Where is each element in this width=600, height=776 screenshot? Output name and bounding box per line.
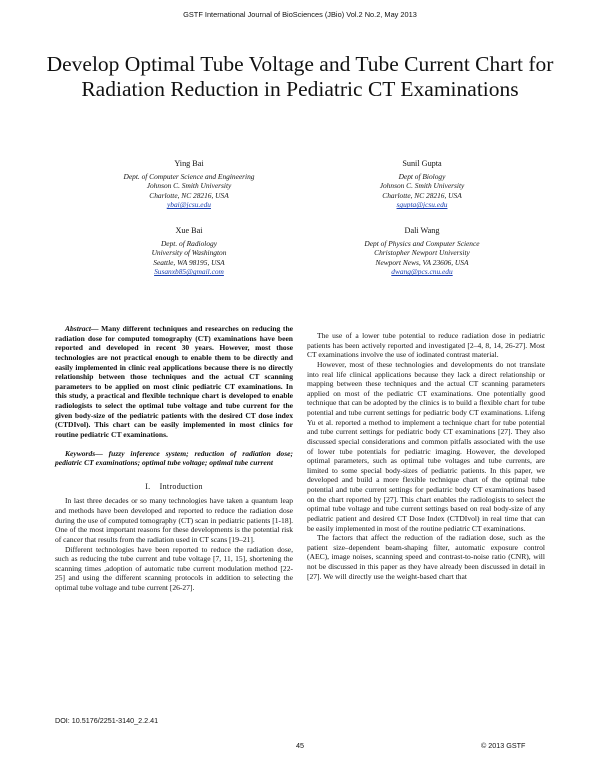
author-org: University of Washington — [151, 248, 227, 258]
left-column — [55, 324, 293, 593]
section-number: I. — [145, 481, 151, 491]
keywords-text: fuzzy inference system; reduction of radiation dose; pediatric CT examinations; optimal tube voltage; optimal tube current — [55, 448, 293, 468]
body-paragraph: The use of a lower tube potential to reduce radiation dose in pediatric patients has been actively reported and investigated [2–4, 8, 14, 26-27]. Most CT examinations involve the use of iodinated contrast material. — [307, 331, 545, 360]
author-city: Seattle, WA 98195, USA — [153, 257, 225, 267]
author-city: Newport News, VA 23606, USA — [375, 257, 469, 267]
author-email-link[interactable]: dwang@pcs.cnu.edu — [391, 267, 453, 277]
keywords — [55, 449, 293, 468]
author-org: Christopher Newport University — [374, 248, 470, 258]
author-dept: Dept of Biology — [398, 171, 446, 181]
author-dept: Dept. of Computer Science and Engineering — [123, 171, 255, 181]
author-block — [302, 159, 542, 210]
author-name: Ying Bai — [174, 159, 204, 168]
section-title: Introduction — [159, 481, 203, 491]
author-email-link[interactable]: Susanxb85@gmail.com — [154, 267, 224, 277]
author-city: Charlotte, NC 28216, USA — [382, 190, 462, 200]
author-org: Johnson C. Smith University — [379, 181, 465, 191]
right-column — [307, 331, 545, 581]
author-block — [69, 159, 309, 210]
body-paragraph: However, most of these technologies and developments do not translate into real life clinical applications because they lack a direct relationship or mapping between these techniques and the actual CT scanning parameters applied on most of the pediatric CT examinations. One potentially good technique that can be adopted by the clinics is to build a flexible chart for tube potential and tube current settings for pediatric body CT examinations. Lifeng Yu et al. reported a method to implement a technique chart for tube potential and tube current settings for pediatric body CT examinations [27]. They also discussed special considerations and common pitfalls associated with the use of lower tube potentials for pediatric imaging. However, the developed optimal parameters, such as optimal tube voltages and tube currents, are limited to some special body-sizes of pediatric patients. In this paper, we developed and build a more flexible technique chart of the optimal tube potential and tube current settings for pediatric body CT examinations based on the chart reported by [27]. This chart enables the radiologists to select the optimal tube voltage and tube current settings based on real body-size of any pediatric patient and desired CT Dose Index (CTDIvol) in real time that can be easily implemented in most of the routine pediatric CT examinations. — [307, 359, 545, 533]
author-block — [69, 226, 309, 277]
body-paragraph: The factors that affect the reduction of the radiation dose, such as the patient size–dependent beam-shaping filter, automatic exposure control (AEC), image noises, scanning speed and contrast-to-noise ratio (CNR), will not be discussed in this paper as they have already been discussed in detail in [27]. We will directly use the weight-based chart that — [307, 533, 545, 581]
paper-title: Develop Optimal Tube Voltage and Tube Current Chart for Radiation Reduction in Pediatric CT Examinations — [46, 52, 554, 101]
copyright: © 2013 GSTF — [481, 741, 526, 750]
author-dept: Dept. of Radiology — [160, 238, 218, 248]
author-block — [302, 226, 542, 277]
journal-header: GSTF International Journal of BioSciences (JBio) Vol.2 No.2, May 2013 — [183, 10, 417, 19]
author-city: Charlotte, NC 28216, USA — [149, 190, 229, 200]
intro-paragraph: In last three decades or so many technologies have taken a quantum leap and methods have been developed and reported to reduce the radiation dose during the use of computed tomography (CT) scan in pediatric patients [1-18]. One of the most important reasons for these developments is the potential risk of cancer that results from the radiation used in CT scans [19–21]. — [55, 496, 293, 544]
section-heading — [55, 482, 293, 492]
author-dept: Dept of Physics and Computer Science — [364, 238, 480, 248]
author-org: Johnson C. Smith University — [146, 181, 232, 191]
abstract — [55, 324, 293, 440]
author-email-link[interactable]: sgupta@jcsu.edu — [396, 200, 448, 210]
keywords-label: Keywords— — [65, 448, 103, 458]
author-name: Sunil Gupta — [402, 159, 442, 168]
author-email-link[interactable]: ybai@jcsu.edu — [167, 200, 211, 210]
author-name: Xue Bai — [175, 226, 203, 235]
author-name: Dali Wang — [404, 226, 440, 235]
page-number: 45 — [296, 741, 304, 750]
abstract-label: Abstract— — [65, 324, 99, 333]
intro-paragraph: Different technologies have been reported to reduce the radiation dose, such as reducing the tube current and tube voltage [7, 11, 15], shortening the scanning times ,adoption of automatic tube current modulation method [22-25] and using the different scanning protocols in addition to selecting the optimal tube voltage and tube current [26-27]. — [55, 544, 293, 592]
doi: DOI: 10.5176/2251-3140_2.2.41 — [55, 716, 159, 725]
abstract-text: Many different techniques and researches on reducing the radiation dose for computed tomography (CT) examinations have been reported and developed in recent 30 years. However, most those technologies are not practical enough to enable them to be directly and easily implemented in clinic real applications because there is no directly relationship between those techniques and the actual CT scanning parameters to be applied on most clinic pediatric CT examinations. In this study, a practical and flexible technique chart is developed to enable radiologists to select the optimal tube voltage and tube current for the given body-size of the pediatric patients with the desired CT dose index (CTDIvol). This chart can be easily implemented in most clinics for routine pediatric CT examinations. — [55, 324, 293, 439]
